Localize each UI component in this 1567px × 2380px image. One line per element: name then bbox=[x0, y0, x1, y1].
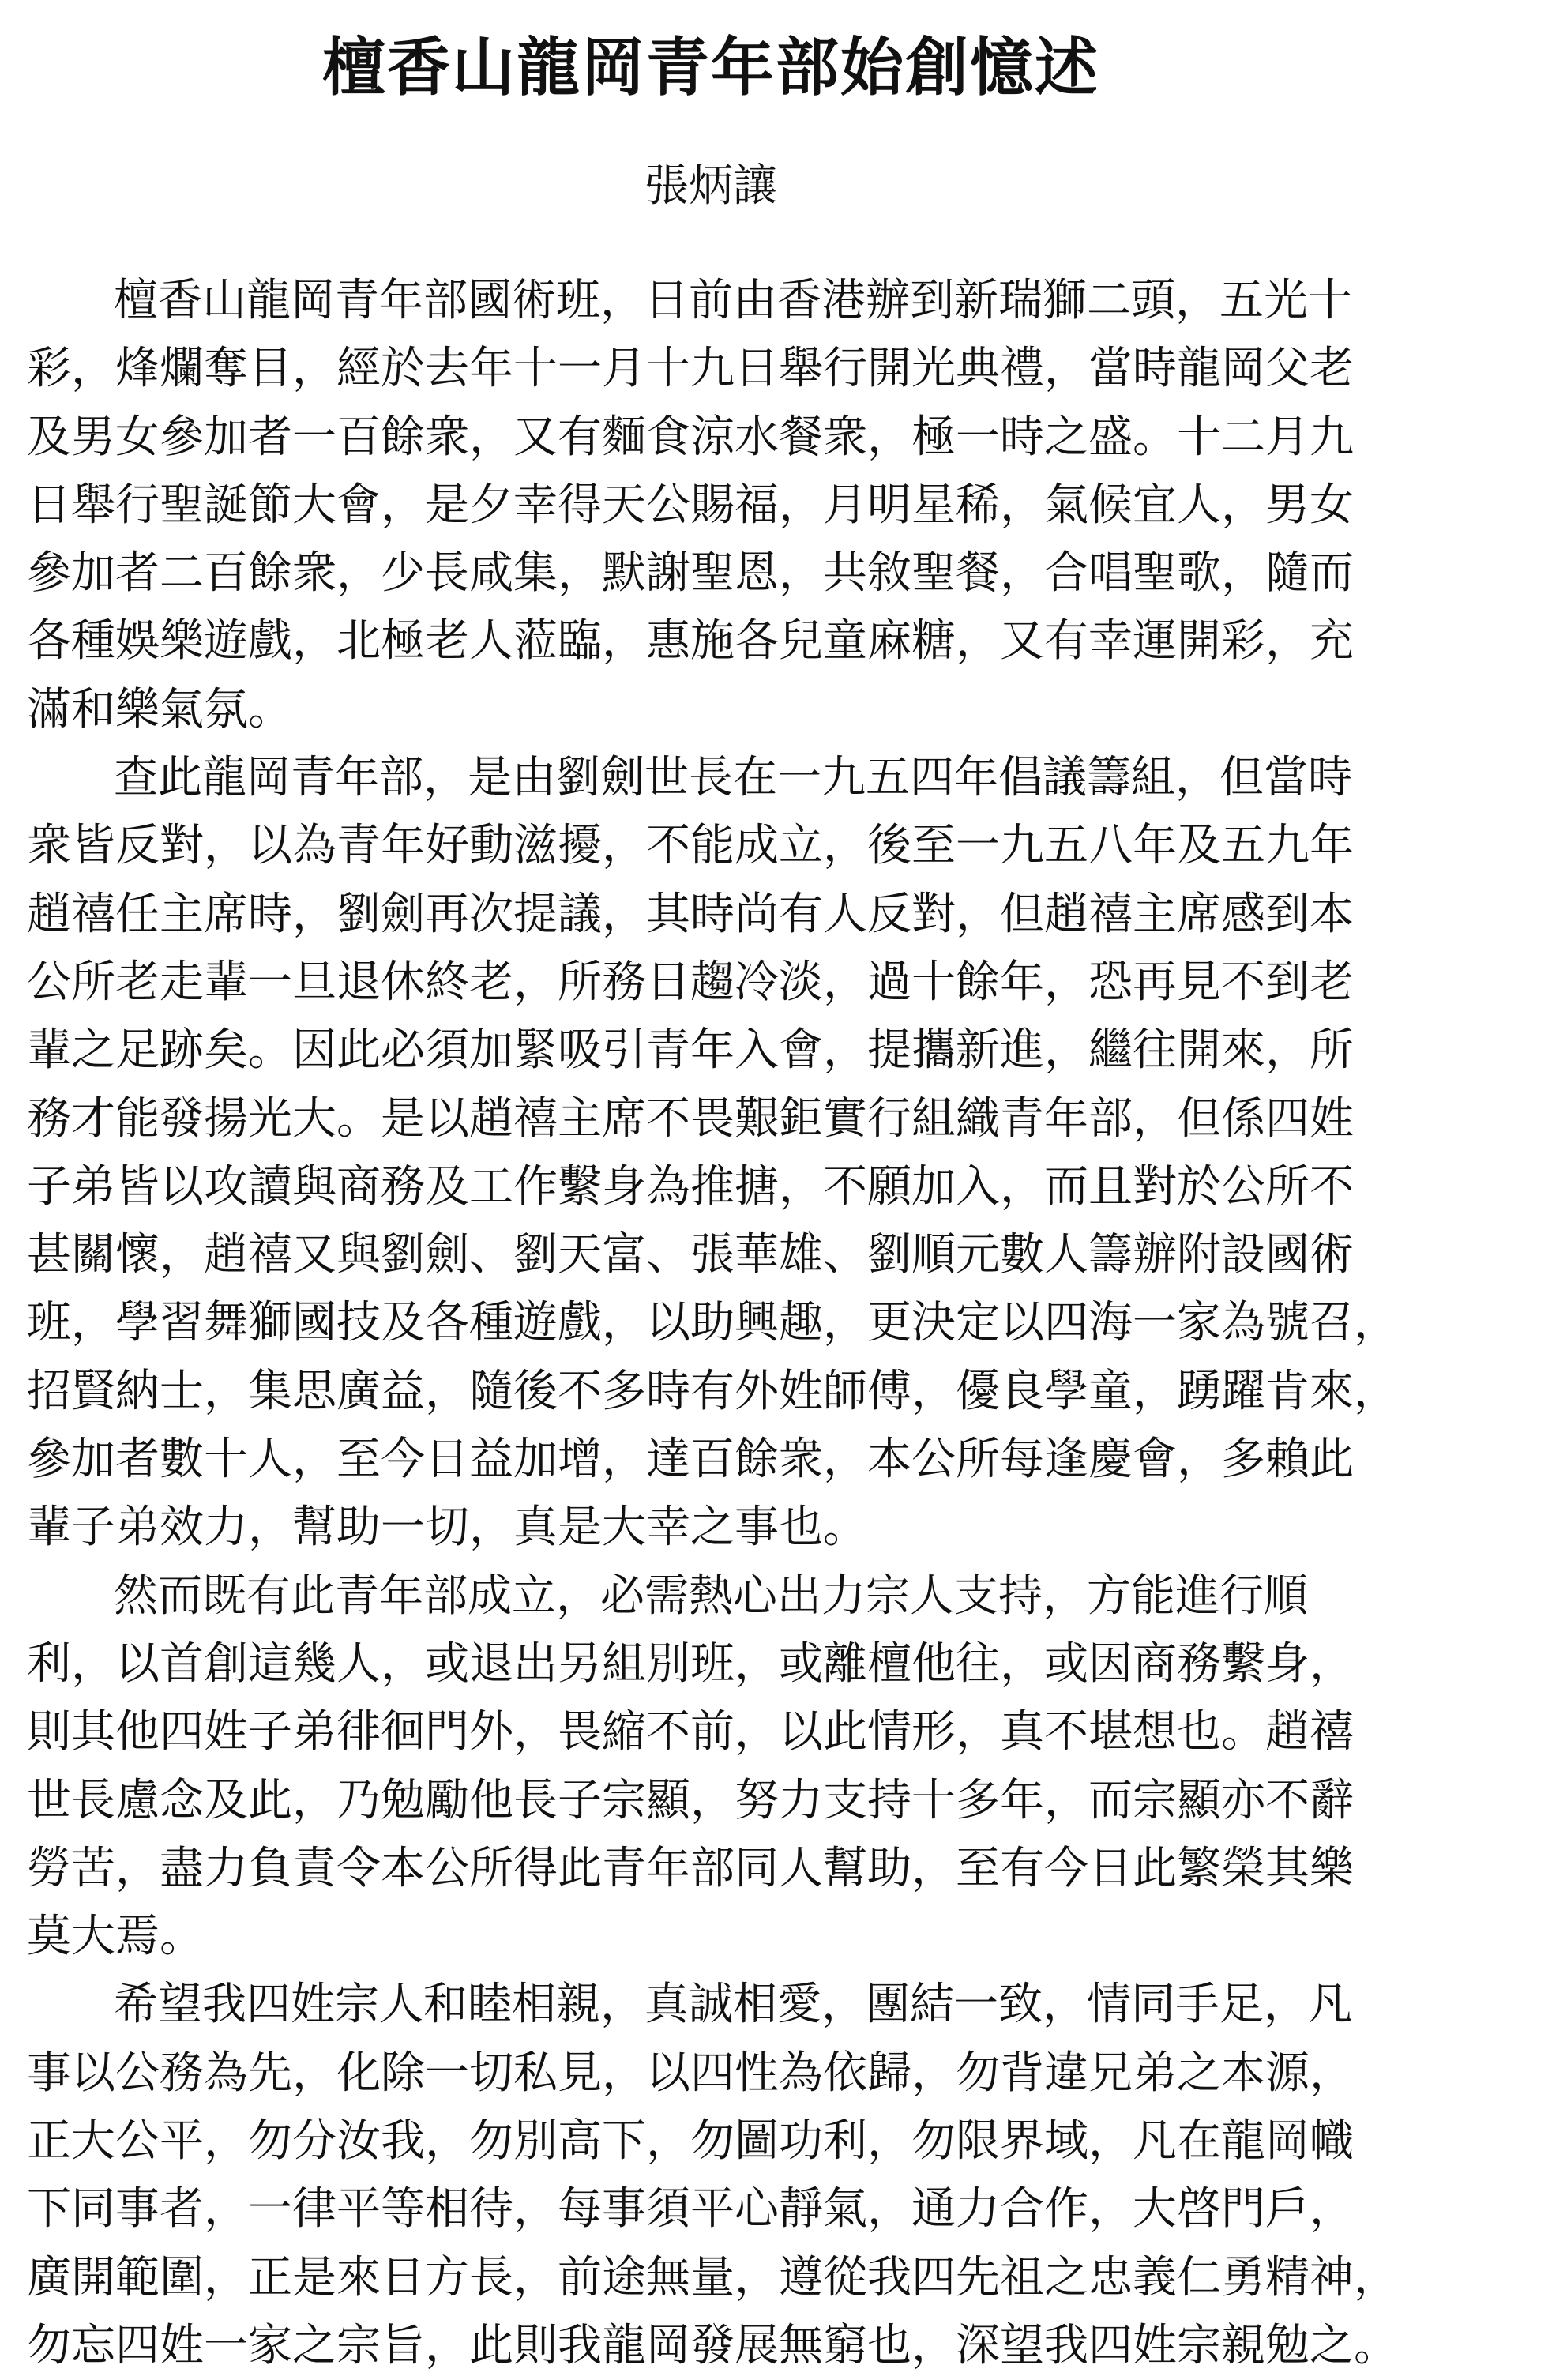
text-line: 莫大焉。 bbox=[27, 1911, 204, 1963]
author-name: 張炳讓 bbox=[644, 160, 777, 212]
text-line: 日舉行聖誕節大會，是夕幸得天公賜福，月明星稀，氣候宜人，男女 bbox=[27, 479, 1354, 531]
article-body bbox=[27, 267, 1543, 2380]
text-line: 各種娛樂遊戲，北極老人蒞臨，惠施各兒童麻糖，又有幸運開彩，充 bbox=[27, 615, 1354, 667]
text-line: 參加者數十人，至今日益加增，達百餘衆，本公所每逢慶會，多賴此 bbox=[27, 1434, 1354, 1486]
text-line: 彩，烽爛奪目，經於去年十一月十九日舉行開光典禮，當時龍岡父老 bbox=[27, 343, 1354, 395]
text-line: 利，以首創這幾人，或退出另組別班，或離檀他往，或因商務繫身， bbox=[27, 1637, 1354, 1690]
text-line: 子弟皆以攻讀與商務及工作繫身為推搪，不願加入，而且對於公所不 bbox=[27, 1160, 1354, 1213]
text-line: 公所老走輩一旦退休終老，所務日趨冷淡，過十餘年，恐再見不到老 bbox=[27, 956, 1354, 1008]
text-line: 下同事者，一律平等相待，每事須平心靜氣，通力合作，大啓門戶， bbox=[27, 2183, 1354, 2235]
text-line: 查此龍岡青年部，是由劉劍世長在一九五四年倡議籌組，但當時 bbox=[114, 752, 1352, 804]
text-line: 趙禧任主席時，劉劍再次提議，其時尚有人反對，但趙禧主席感到本 bbox=[27, 888, 1354, 940]
text-line: 然而既有此青年部成立，必需熱心出力宗人支持，方能進行順 bbox=[114, 1570, 1308, 1622]
text-line: 務才能發揚光大。是以趙禧主席不畏艱鉅實行組織青年部，但係四姓 bbox=[27, 1092, 1354, 1145]
text-line: 勿忘四姓一家之宗旨，此則我龍岡發展無窮也，深望我四姓宗親勉之。 bbox=[27, 2319, 1398, 2371]
text-line: 正大公平，勿分汝我，勿別高下，勿圖功利，勿限界域，凡在龍岡幟 bbox=[27, 2115, 1354, 2168]
text-line: 招賢納士，集思廣益，隨後不多時有外姓師傅，優良學童，踴躍肯來， bbox=[27, 1365, 1398, 1417]
text-line: 勞苦，盡力負責令本公所得此青年部同人幫助，至有今日此繁榮其樂 bbox=[27, 1842, 1354, 1894]
text-line: 甚關懷，趙禧又與劉劍、劉天富、張華雄、劉順元數人籌辦附設國術 bbox=[27, 1229, 1354, 1281]
text-line: 及男女參加者一百餘衆，又有麵食涼水餐衆，極一時之盛。十二月九 bbox=[27, 411, 1354, 463]
article-title: 檀香山龍岡青年部始創憶述 bbox=[322, 31, 1099, 104]
text-line: 滿和樂氣氛。 bbox=[27, 683, 292, 735]
text-line: 希望我四姓宗人和睦相親，真誠相愛，團結一致，情同手足，凡 bbox=[114, 1979, 1352, 2031]
text-line: 班，學習舞獅國技及各種遊戲，以助興趣，更決定以四海一家為號召， bbox=[27, 1297, 1398, 1349]
text-line: 則其他四姓子弟徘徊門外，畏縮不前，以此情形，真不堪想也。趙禧 bbox=[27, 1706, 1354, 1758]
text-line: 輩之足跡矣。因此必須加緊吸引青年入會，提攜新進，繼往開來，所 bbox=[27, 1025, 1354, 1077]
paragraph bbox=[27, 1562, 1543, 1972]
paragraph bbox=[27, 267, 1543, 744]
text-line: 檀香山龍岡青年部國術班，日前由香港辦到新瑞獅二頭，五光十 bbox=[114, 275, 1352, 326]
text-line: 輩子弟效力，幫助一切，真是大幸之事也。 bbox=[27, 1502, 867, 1554]
text-line: 廣開範圍，正是來日方長，前途無量，遵從我四先祖之忠義仁勇精神， bbox=[27, 2251, 1398, 2303]
paragraph bbox=[27, 1971, 1543, 2380]
text-line: 世長慮念及此，乃勉勵他長子宗顯，努力支持十多年，而宗顯亦不辭 bbox=[27, 1774, 1354, 1826]
paragraph bbox=[27, 744, 1543, 1562]
text-line: 事以公務為先，化除一切私見，以四性為依歸，勿背違兄弟之本源， bbox=[27, 2047, 1354, 2099]
text-line: 參加者二百餘衆，少長咸集，默謝聖恩，共敘聖餐，合唱聖歌，隨而 bbox=[27, 547, 1354, 600]
text-line: 衆皆反對，以為青年好動滋擾，不能成立，後至一九五八年及五九年 bbox=[27, 820, 1354, 872]
